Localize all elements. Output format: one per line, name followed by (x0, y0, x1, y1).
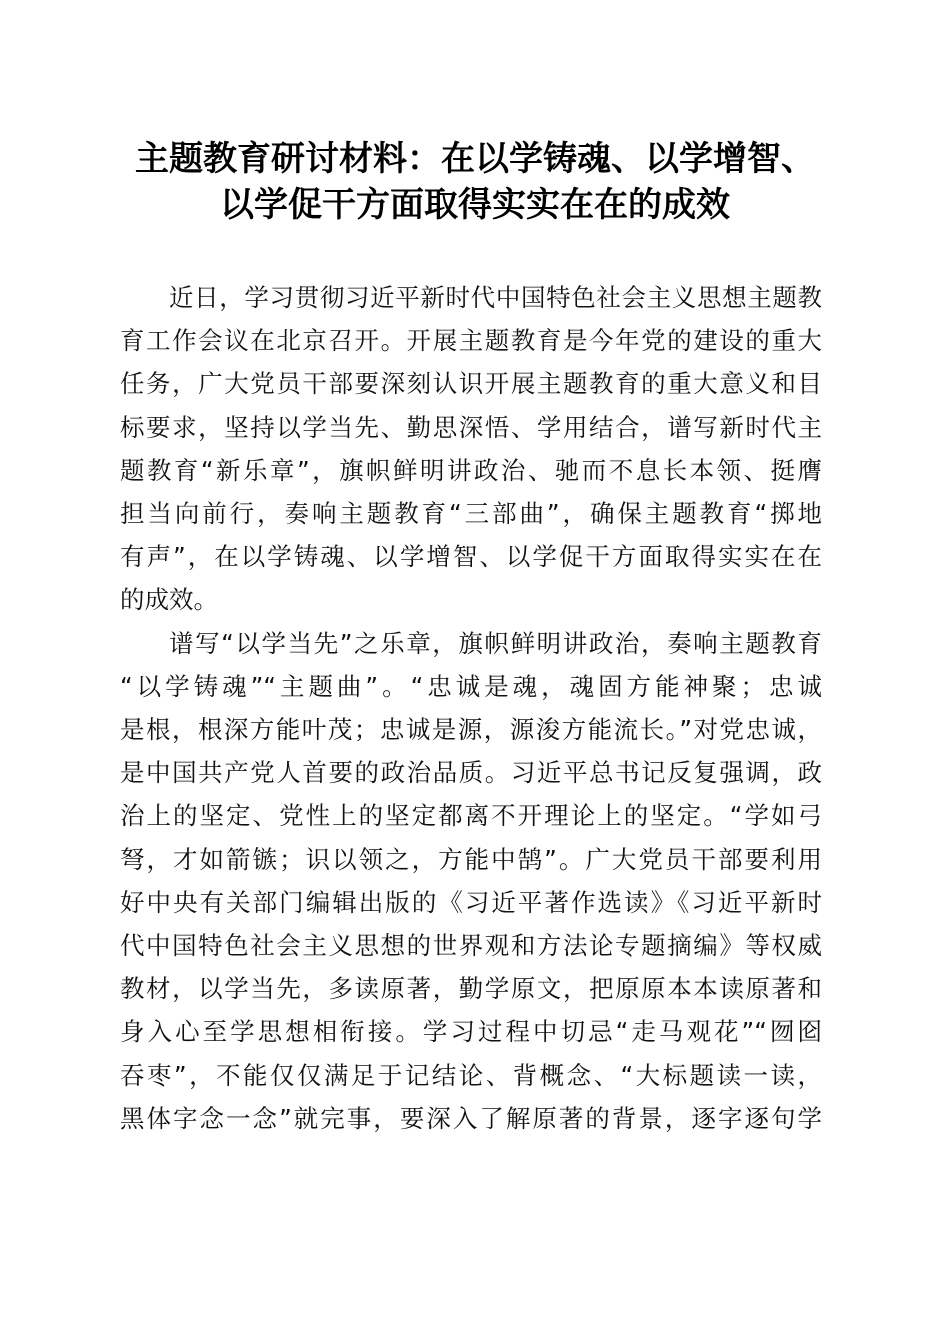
paragraph-line: 是中国共产党人首要的政治品质。习近平总书记反复强调，政 (120, 758, 822, 788)
paragraph-line: 有声”，在以学铸魂、以学增智、以学促干方面取得实实在在 (120, 542, 822, 572)
title-line: 以学促干方面取得实实在在的成效 (220, 185, 730, 225)
paragraph-2 (120, 622, 822, 1140)
paragraph-line: 治上的坚定、党性上的坚定都离不开理论上的坚定。“学如弓 (120, 801, 822, 831)
document-body (120, 276, 822, 1140)
paragraph-line: 任务，广大党员干部要深刻认识开展主题教育的重大意义和目 (120, 369, 822, 399)
paragraph-line: 近日，学习贯彻习近平新时代中国特色社会主义思想主题教 (169, 283, 822, 312)
paragraph-line: 弩，才如箭镞；识以领之，方能中鹄”。广大党员干部要利用 (120, 844, 822, 874)
document-title (100, 136, 850, 228)
paragraph-line: 育工作会议在北京召开。开展主题教育是今年党的建设的重大 (120, 326, 822, 356)
paragraph-line: 代中国特色社会主义思想的世界观和方法论专题摘编》等权威 (120, 931, 822, 961)
paragraph-line: 黑体字念一念”就完事，要深入了解原著的背景，逐字逐句学 (120, 1103, 822, 1133)
paragraph-line: 好中央有关部门编辑出版的《习近平著作选读》《习近平新时 (120, 887, 822, 917)
paragraph-line: 谱写“以学当先”之乐章，旗帜鲜明讲政治，奏响主题教育 (169, 628, 822, 658)
paragraph-line: 题教育“新乐章”，旗帜鲜明讲政治、驰而不息长本领、挺膺 (120, 455, 822, 485)
title-line: 主题教育研讨材料：在以学铸魂、以学增智、 (135, 139, 815, 179)
paragraph-line: 的成效。 (120, 585, 218, 615)
paragraph-line: 标要求，坚持以学当先、勤思深悟、学用结合，谱写新时代主 (120, 412, 822, 442)
paragraph-line: “以学铸魂”“主题曲”。“忠诚是魂，魂固方能神聚；忠诚 (120, 671, 822, 701)
paragraph-line: 身入心至学思想相衔接。学习过程中切忌“走马观花”“囫囵 (120, 1017, 822, 1047)
paragraph-line: 担当向前行，奏响主题教育“三部曲”，确保主题教育“掷地 (120, 499, 822, 529)
paragraph-line: 吞枣”，不能仅仅满足于记结论、背概念、“大标题读一读， (120, 1060, 822, 1090)
paragraph-1 (120, 276, 822, 622)
paragraph-line: 是根，根深方能叶茂；忠诚是源，源浚方能流长。”对党忠诚， (120, 715, 822, 745)
paragraph-line: 教材，以学当先，多读原著，勤学原文，把原原本本读原著和 (120, 974, 822, 1004)
